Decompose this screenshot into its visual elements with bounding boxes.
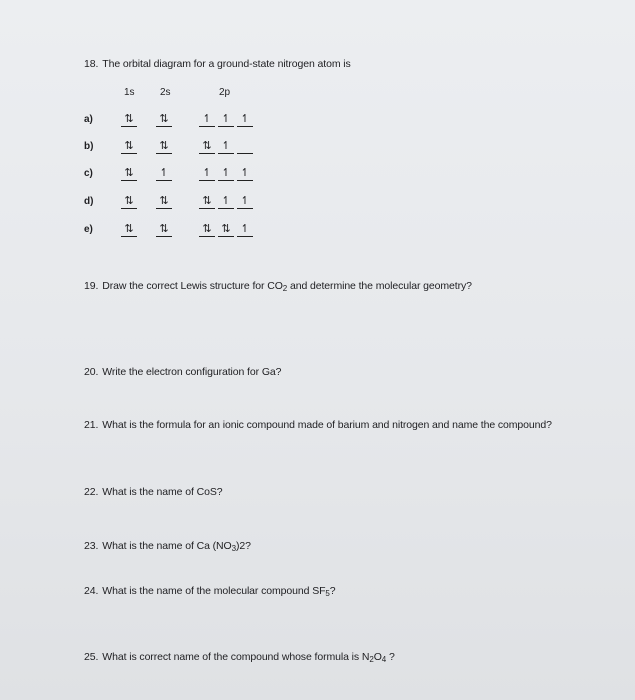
orbital-1s-box: ⇅ bbox=[121, 168, 137, 181]
orbital-2s-box: ⇅ bbox=[156, 141, 172, 154]
question-21 bbox=[84, 419, 552, 431]
orbital-2p-box: ↿ bbox=[199, 168, 215, 181]
question-text: What is the formula for an ionic compound made of barium and nitrogen and name the compound? bbox=[102, 419, 552, 431]
subscript: 5 bbox=[325, 589, 330, 598]
orbital-2p-box: ↿ bbox=[218, 114, 234, 127]
orbital-2p-box: ↿ bbox=[199, 114, 215, 127]
orbital-2p-box: ↿ bbox=[237, 224, 253, 237]
option-label: a) bbox=[84, 114, 93, 125]
question-number: 18. bbox=[84, 58, 99, 70]
orbital-option-row bbox=[0, 166, 635, 188]
question-number: 24. bbox=[84, 585, 99, 597]
question-20 bbox=[84, 366, 281, 378]
question-text: What is the name of Ca (NO bbox=[102, 540, 232, 552]
question-25 bbox=[84, 651, 395, 664]
orbital-2p-box: ⇅ bbox=[199, 224, 215, 237]
orbital-2p-box: ↿ bbox=[237, 114, 253, 127]
subscript: 2 bbox=[369, 655, 374, 664]
subscript: 2 bbox=[282, 284, 288, 293]
question-text-end: ? bbox=[329, 585, 336, 597]
orbital-2s-box: ⇅ bbox=[156, 114, 172, 127]
header-1s: 1s bbox=[124, 87, 135, 98]
option-label: d) bbox=[84, 196, 94, 207]
question-text-mid: O bbox=[373, 651, 382, 663]
question-number: 22. bbox=[84, 486, 99, 498]
orbital-1s-box: ⇅ bbox=[121, 196, 137, 209]
orbital-2p-box: ⇅ bbox=[218, 224, 234, 237]
subscript: 3 bbox=[231, 544, 236, 553]
orbital-2p-box: ⇅ bbox=[199, 196, 215, 209]
question-text: The orbital diagram for a ground-state nitrogen atom is bbox=[102, 58, 351, 70]
option-label: e) bbox=[84, 224, 93, 235]
question-23 bbox=[84, 540, 251, 553]
orbital-option-row bbox=[0, 222, 635, 244]
question-number: 20. bbox=[84, 366, 99, 378]
orbital-option-row bbox=[0, 139, 635, 161]
option-label: b) bbox=[84, 141, 94, 152]
orbital-2p-box: ↿ bbox=[218, 196, 234, 209]
orbital-2p-box: ↿ bbox=[218, 141, 234, 154]
question-text: What is the name of the molecular compound SF bbox=[102, 585, 326, 597]
question-number: 23. bbox=[84, 540, 99, 552]
question-number: 21. bbox=[84, 419, 99, 431]
question-text-end: )2? bbox=[235, 540, 251, 552]
option-label: c) bbox=[84, 168, 93, 179]
orbital-1s-box: ⇅ bbox=[121, 141, 137, 154]
header-2s: 2s bbox=[160, 87, 171, 98]
orbital-2p-box: ↿ bbox=[218, 168, 234, 181]
orbital-2p-box: ⇅ bbox=[199, 141, 215, 154]
question-number: 19. bbox=[84, 280, 99, 292]
orbital-2p-box: ↿ bbox=[237, 168, 253, 181]
question-text: Write the electron configuration for Ga? bbox=[102, 366, 282, 378]
orbital-option-row bbox=[0, 194, 635, 216]
question-24 bbox=[84, 585, 336, 598]
question-number: 25. bbox=[84, 651, 99, 663]
question-text: What is the name of CoS? bbox=[102, 486, 223, 498]
orbital-2s-box: ⇅ bbox=[156, 196, 172, 209]
orbital-option-row bbox=[0, 112, 635, 134]
orbital-2s-box: ↿ bbox=[156, 168, 172, 181]
orbital-2p-box bbox=[237, 141, 253, 154]
orbital-1s-box: ⇅ bbox=[121, 114, 137, 127]
question-22 bbox=[84, 486, 222, 498]
subscript: 4 bbox=[381, 655, 387, 664]
orbital-2p-box: ↿ bbox=[237, 196, 253, 209]
question-18 bbox=[84, 58, 351, 70]
header-2p: 2p bbox=[219, 87, 231, 98]
question-text-end: and determine the molecular geometry? bbox=[287, 280, 472, 292]
question-text-end: ? bbox=[386, 651, 395, 663]
question-text: Draw the correct Lewis structure for CO bbox=[102, 280, 283, 292]
orbital-2s-box: ⇅ bbox=[156, 224, 172, 237]
orbital-1s-box: ⇅ bbox=[121, 224, 137, 237]
question-text: What is correct name of the compound whose formula is N bbox=[102, 651, 370, 663]
question-19 bbox=[84, 280, 472, 293]
